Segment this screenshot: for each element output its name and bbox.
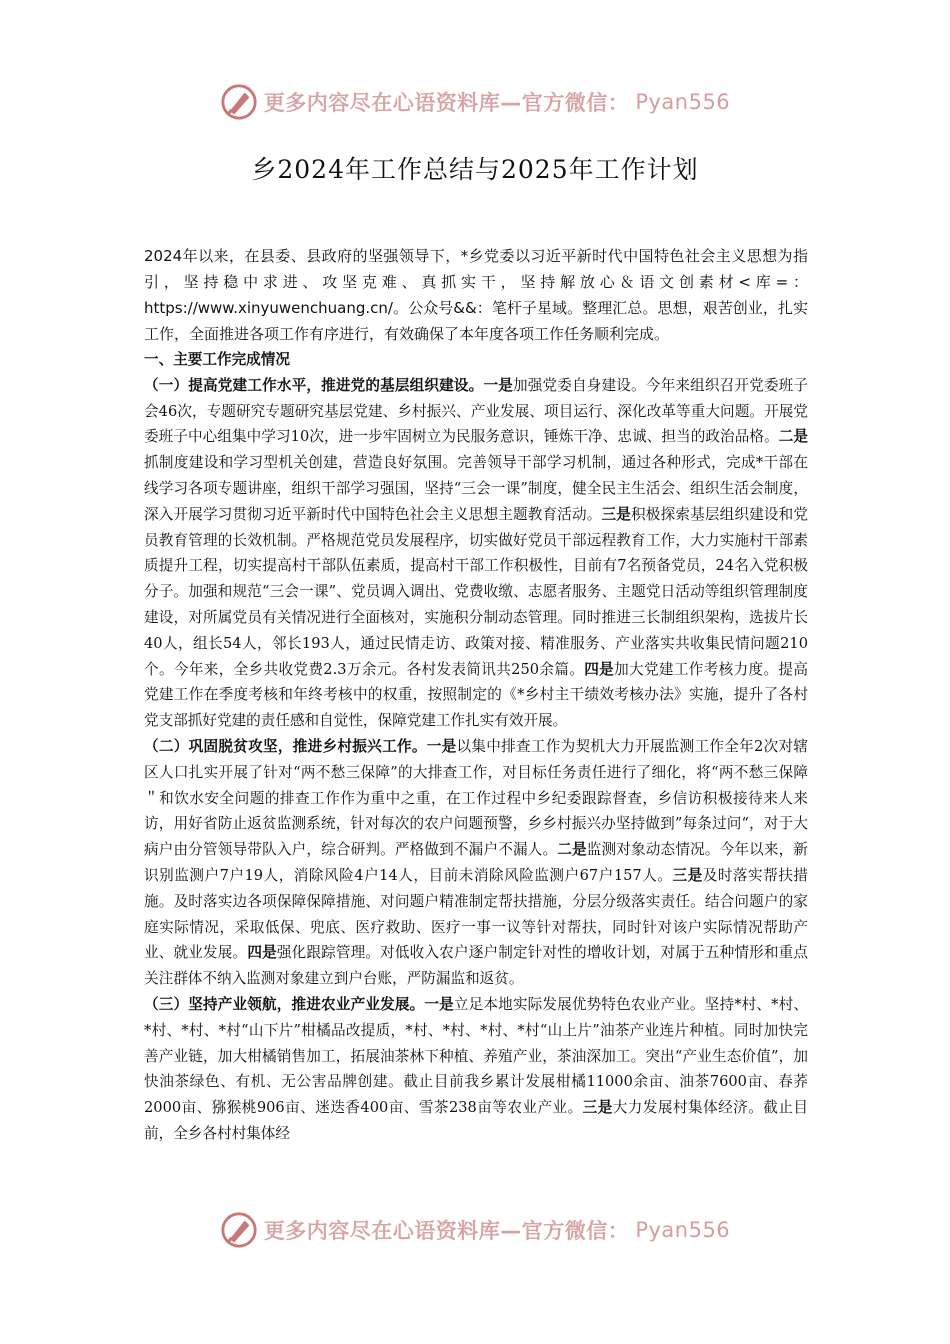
point-marker: 三是 xyxy=(582,1099,613,1117)
point-text: 以集中排查工作为契机大力开展监测工作全年2次对辖区人口扎实开展了针对“两不愁三保障”的大排查工作，对目标任务责任进行了细化，将“两不愁三保障＂和饮水安全问题的排查工作作为重中之重，在工作过程中乡纪委跟踪督查，乡信访积极接待来人来访，用好省防止返贫监测系统，针对每次的农户问题预警，乡乡村振兴办坚持做到”每条过问“，对于大病户由分管领导带队入户，综合研判。严格做到不漏户不漏人。 xyxy=(144,737,808,859)
wechat-id: Pyan556 xyxy=(635,90,731,114)
paragraph-poverty-alleviation xyxy=(144,734,808,992)
point-marker: 一是 xyxy=(424,995,454,1013)
paragraph-lead: （三）坚持产业领航，推进农业产业发展。 xyxy=(144,995,425,1013)
wechat-id: Pyan556 xyxy=(635,1218,731,1242)
point-marker: 四是 xyxy=(584,660,615,678)
pen-nib-logo-icon xyxy=(220,83,258,121)
document-title: 乡2024年工作总结与2025年工作计划 xyxy=(251,155,699,184)
point-marker: 一是 xyxy=(483,376,513,394)
point-text: 积极探索基层组织建设和党员教育管理的长效机制。严格规范党员发展程序，切实做好党员干部远程教育工作，大力实施村干部素质提升工程，切实提高村干部队伍素质，提高村干部工作积极性，目前有7名预备党员，24名入党积极分子。加强和规范“三会一课”、党员调入调出、党费收缴、志愿者服务、主题党日活动等组织管理制度建设，对所属党员有关情况进行全面核对，实施积分制动态管理。同时推进三长制组织架构，选拔片长40人，组长54人，邻长193人，通过民情走访、政策对接、精准服务、产业落实共收集民情问题210个。今年来，全乡共收党费2.3万余元。各村发表简讯共250余篇。 xyxy=(144,505,808,678)
point-marker: 四是 xyxy=(247,944,277,962)
point-text: 大力发展村集体经济。截止目前，全乡各村村集体经 xyxy=(144,1099,808,1142)
banner-text: 更多内容尽在心语资料库—官方微信： xyxy=(263,91,630,115)
point-text: 强化跟踪管理。对低收入农户逐户制定针对性的增收计划，对属于五种情形和重点关注群体不纳入监测对象建立到户台账，严防漏监和返贫。 xyxy=(144,944,808,988)
paragraph-lead: （二）巩固脱贫攻坚，推进乡村振兴工作。 xyxy=(144,737,427,755)
intro-paragraph: 2024年以来，在县委、县政府的坚强领导下，*乡党委以习近平新时代中国特色社会主义思想为指引，坚持稳中求进、攻坚克难、真抓实干，坚持解放心＆语文创素材<库=：https://www.xinyuwenchuang.cn/。公众号&&：笔杆子星域。整理汇总。思想，艰苦创业，扎实工作，全面推进各项工作有序进行，有效确保了本年度各项工作任务顺利完成。 xyxy=(144,247,808,343)
paragraph-party-building xyxy=(144,373,808,734)
pen-nib-logo-icon xyxy=(220,1211,258,1249)
footer-watermark-banner xyxy=(0,1208,950,1252)
paragraph-agriculture xyxy=(144,992,808,1147)
paragraph-lead: （一）提高党建工作水平，推进党的基层组织建设。 xyxy=(144,376,484,394)
point-marker: 三是 xyxy=(672,866,703,884)
point-text: 加大党建工作考核力度。提高党建工作在季度考核和年终考核中的权重，按照制定的《*乡村主干绩效考核办法》实施，提升了各村党支部抓好党建的责任感和自觉性，保障党建工作扎实有效开展。 xyxy=(144,660,808,730)
point-text: 及时落实帮扶措施。及时落实边各项保障保障措施、对问题户精准制定帮扶措施，分层分级落实责任。结合问题户的家庭实际情况，采取低保、兜底、医疗救助、医疗一事一议等针对帮扶，同时针对该户实际情况帮助产业、就业发展。 xyxy=(144,866,808,962)
point-marker: 三是 xyxy=(601,505,632,523)
point-text: 立足本地实际发展优势特色农业产业。坚持*村、*村、*村、*村、*村“山下片”柑橘品改提质，*村、*村、*村、*村“山上片”油茶产业连片种植。同时加快完善产业链，加大柑橘销售加工，拓展油茶林下种植、养殖产业，茶油深加工。突出“产业生态价值”，加快油茶绿色、有机、无公害品牌创建。截止目前我乡累计发展柑橘11000余亩、油茶7600亩、春荞2000亩、猕猴桃906亩、迷迭香400亩、雪茶238亩等农业产业。 xyxy=(144,995,808,1117)
section-heading: 一、主要工作完成情况 xyxy=(144,351,290,368)
point-marker: 二是 xyxy=(557,841,587,859)
document-body xyxy=(144,243,808,1147)
point-text: 监测对象动态情况。今年以来，新识别监测户7户19人，消除风险4户14人，目前未消除风险监测户67户157人。 xyxy=(144,841,808,884)
point-text: 加强党委自身建设。今年来组织召开党委班子会46次，专题研究专题研究基层党建、乡村振兴、产业发展、项目运行、深化改革等重大问题。开展党委班子中心组集中学习10次，进一步牢固树立为民服务意识，锤炼干净、忠诚、担当的政治品格。 xyxy=(144,376,808,446)
point-marker: 二是 xyxy=(778,428,808,446)
banner-text: 更多内容尽在心语资料库—官方微信： xyxy=(263,1219,630,1243)
point-marker: 一是 xyxy=(426,737,457,755)
point-text: 抓制度建设和学习型机关创建，营造良好氛围。完善领导干部学习机制，通过各种形式，完成*干部在线学习各项专题讲座，组织干部学习强国，坚持“三会一课”制度，健全民主生活会、组织生活会制度，深入开展学习贯彻习近平新时代中国特色社会主义思想主题教育活动。 xyxy=(144,454,808,523)
header-watermark-banner xyxy=(0,80,950,124)
